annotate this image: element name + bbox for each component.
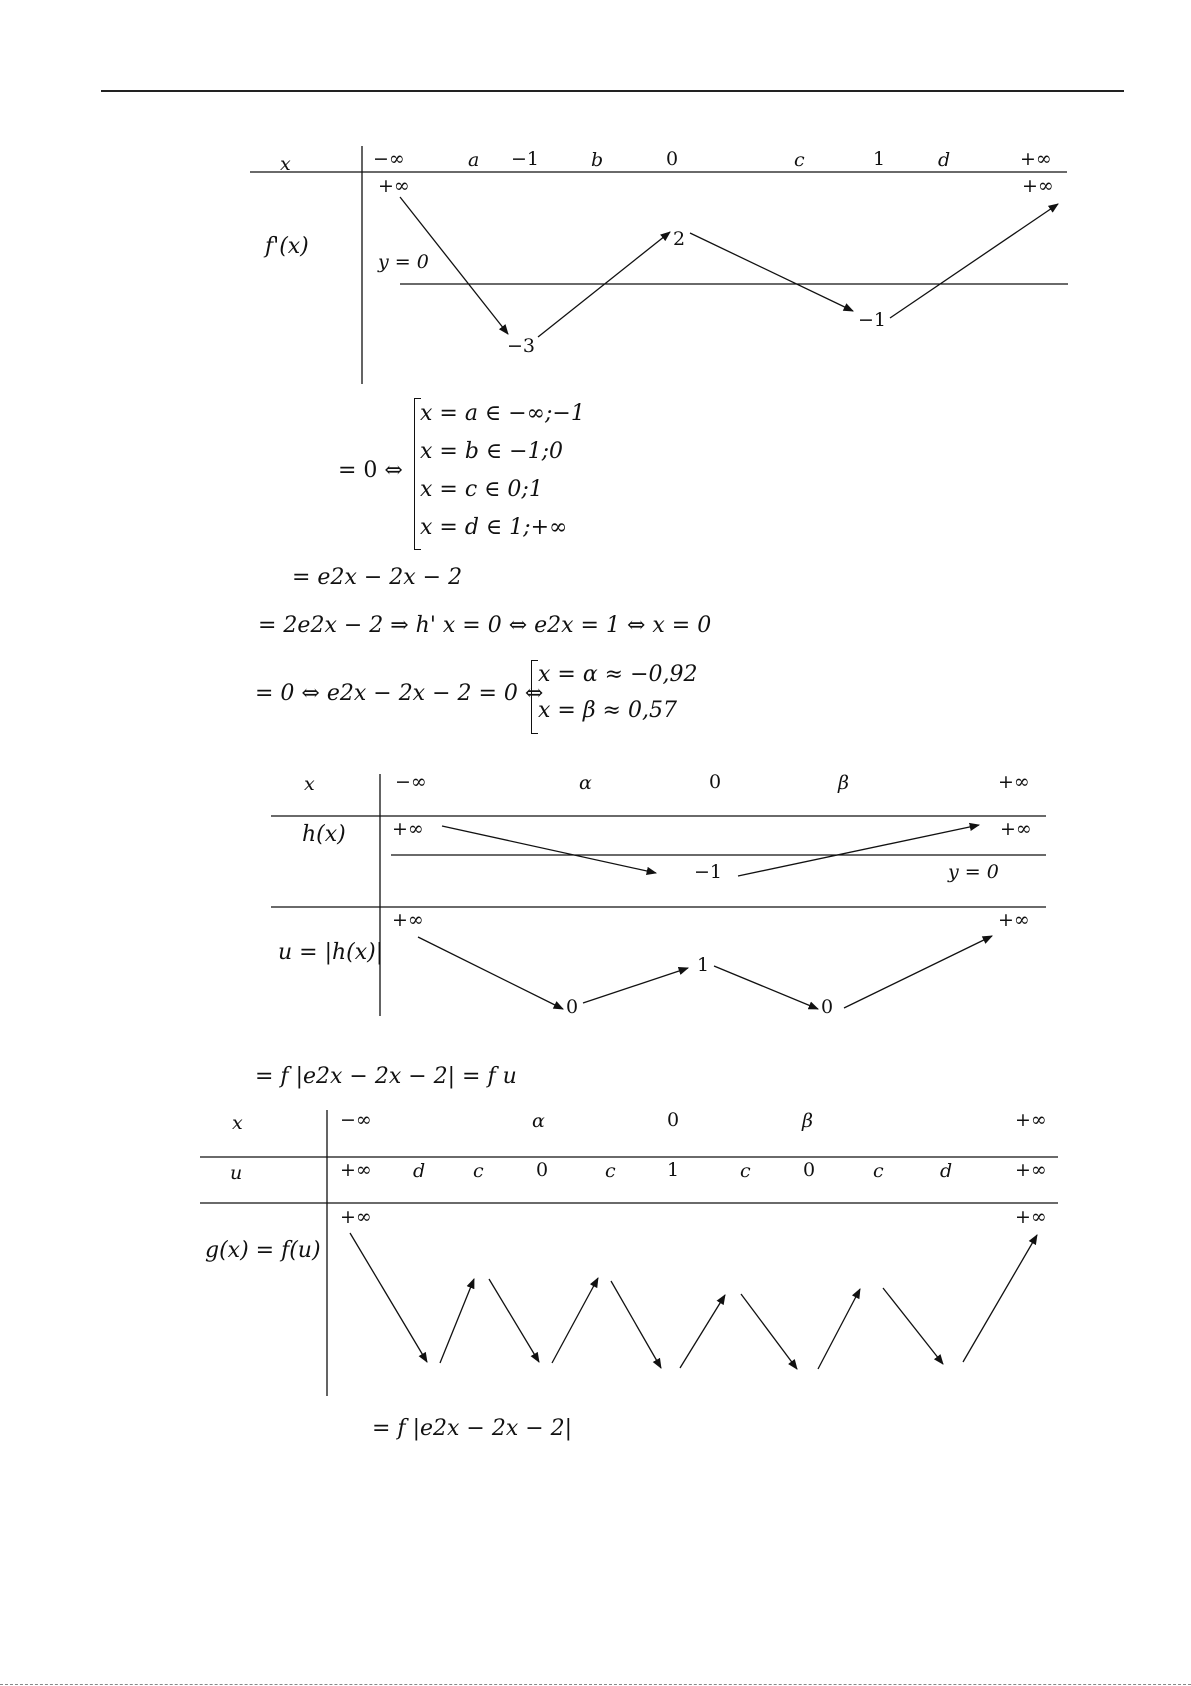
eq1-case-1: x = b ∈ −1;0: [420, 439, 564, 464]
table3-arrow-3: [489, 1279, 539, 1362]
table2-header-0: −∞: [395, 771, 427, 793]
table1-y0-label: y = 0: [378, 251, 429, 273]
table1-header-1: a: [468, 149, 480, 171]
eq4-case-1: x = β ≈ 0,57: [538, 698, 677, 723]
table1-row-label: f'(x): [265, 234, 309, 259]
table3-g-value-1: +∞: [1015, 1206, 1047, 1228]
table1-header-5: c: [794, 149, 805, 171]
eq4-lhs: = 0 ⇔ e2x − 2x − 2 = 0 ⇔: [255, 681, 544, 706]
table2-h-label: h(x): [302, 822, 346, 847]
table2-h-value-0: +∞: [392, 818, 424, 840]
table3-u-value-7: 0: [803, 1159, 816, 1181]
table1-header-0: −∞: [373, 148, 405, 170]
table2-u-value-4: +∞: [998, 909, 1030, 931]
table3-u-value-9: d: [940, 1160, 953, 1182]
table3-x-label: x: [232, 1112, 243, 1134]
table3-arrow-10: [963, 1235, 1037, 1362]
table3-u-value-6: c: [740, 1160, 751, 1182]
table1-header-8: +∞: [1020, 148, 1052, 170]
table1-header-3: b: [591, 149, 604, 171]
eq1-lhs: = 0 ⇔: [338, 458, 403, 483]
table3-u-label: u: [230, 1162, 243, 1184]
table1-header-4: 0: [666, 148, 679, 170]
table3-arrow-2: [440, 1279, 474, 1363]
table3-g-label: g(x) = f(u): [205, 1238, 321, 1263]
table3-arrow-4: [552, 1278, 598, 1363]
table2-u-value-3: 0: [821, 996, 834, 1018]
eq6-g-formula: = f |e2x − 2x − 2|: [372, 1416, 573, 1441]
table3-u-value-3: 0: [536, 1159, 549, 1181]
table1-header-2: −1: [511, 148, 540, 170]
table2-y0-label: y = 0: [948, 861, 999, 883]
table1-header-7: d: [938, 149, 951, 171]
table3-u-value-4: c: [605, 1160, 616, 1182]
table3-u-value-0: +∞: [340, 1159, 372, 1181]
table1-value-1: −3: [507, 335, 536, 357]
table1-value-2: 2: [673, 228, 686, 250]
table2-h-value-2: +∞: [1000, 818, 1032, 840]
table2-u-value-2: 1: [697, 954, 710, 976]
table3-arrow-7: [741, 1294, 797, 1369]
table3-u-value-8: c: [873, 1160, 884, 1182]
table1-value-4: +∞: [1022, 175, 1054, 197]
table2-u-value-1: 0: [566, 996, 579, 1018]
table3-arrow-6: [680, 1295, 725, 1368]
table2-x-label: x: [304, 773, 315, 795]
table3-header-1: α: [532, 1110, 545, 1132]
table3-u-value-5: 1: [667, 1159, 680, 1181]
table3-header-3: β: [802, 1110, 813, 1132]
table3-g-value-0: +∞: [340, 1206, 372, 1228]
eq5-g-definition: = f |e2x − 2x − 2| = f u: [255, 1064, 517, 1089]
table3-arrow-1: [350, 1233, 427, 1362]
table3-u-value-2: c: [473, 1160, 484, 1182]
table2-header-1: α: [579, 772, 592, 794]
table2-u-value-0: +∞: [392, 909, 424, 931]
table3-header-2: 0: [667, 1109, 680, 1131]
table1-value-3: −1: [858, 309, 887, 331]
table3-arrow-8: [818, 1289, 860, 1369]
table2-header-3: β: [838, 772, 849, 794]
eq1-case-3: x = d ∈ 1;+∞: [420, 515, 568, 540]
eq4-case-0: x = α ≈ −0,92: [538, 662, 698, 687]
table1-header-6: 1: [873, 148, 886, 170]
table1-x-label: x: [280, 153, 291, 175]
table2-u-label: u = |h(x)|: [278, 940, 384, 965]
table3-arrow-9: [883, 1288, 943, 1364]
table2-header-4: +∞: [998, 771, 1030, 793]
table3-u-value-10: +∞: [1015, 1159, 1047, 1181]
eq1-case-0: x = a ∈ −∞;−1: [420, 401, 585, 426]
eq1-case-2: x = c ∈ 0;1: [420, 477, 543, 502]
table3-header-0: −∞: [340, 1109, 372, 1131]
eq3-h-derivative: = 2e2x − 2 ⇒ h' x = 0 ⇔ e2x = 1 ⇔ x = 0: [258, 613, 712, 638]
table2-header-2: 0: [709, 771, 722, 793]
eq2-h-definition: = e2x − 2x − 2: [292, 565, 463, 590]
table3-header-4: +∞: [1015, 1109, 1047, 1131]
table1-value-0: +∞: [378, 175, 410, 197]
table2-h-value-1: −1: [694, 861, 723, 883]
table3-u-value-1: d: [413, 1160, 426, 1182]
table3-arrow-5: [611, 1281, 661, 1368]
